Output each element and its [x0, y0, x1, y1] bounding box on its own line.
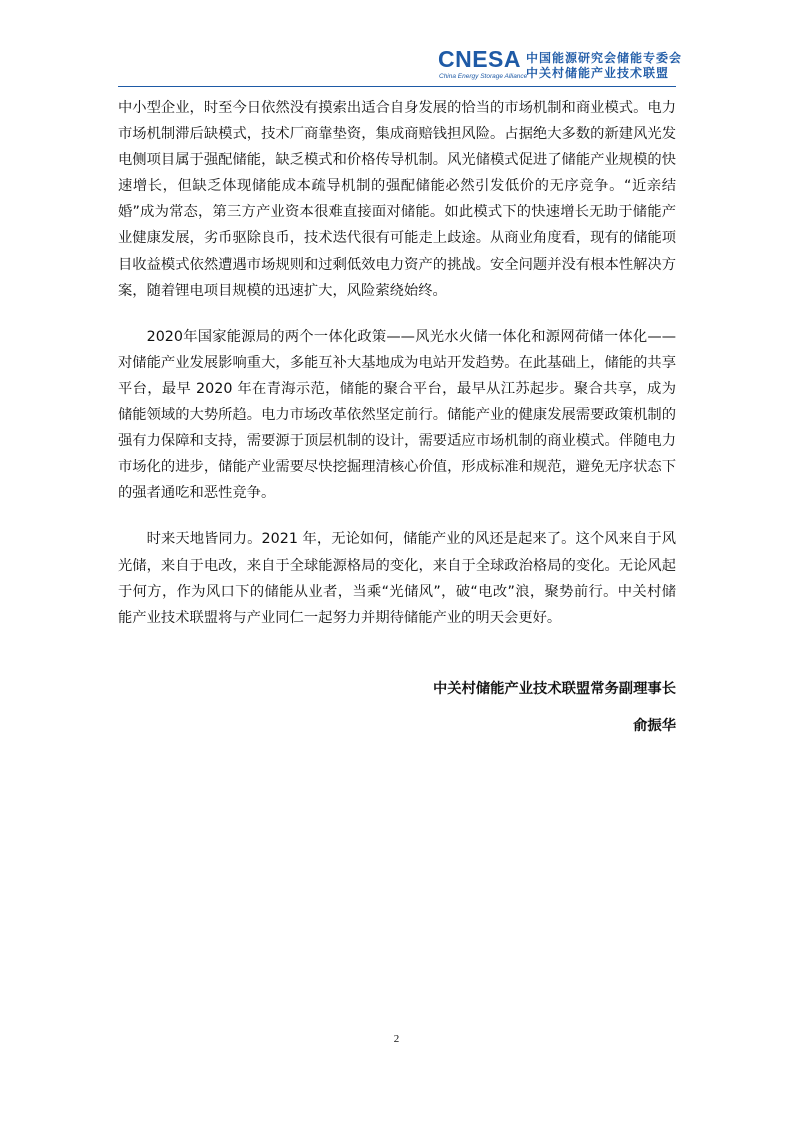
logo-org-name-2: 中关村储能产业技术联盟: [526, 66, 670, 80]
paragraph-3: 时来天地皆同力。2021 年，无论如何，储能产业的风还是起来了。这个风来自于风光储，来自于电改，来自于全球能源格局的变化，来自于全球政治格局的变化。无论风起于何方，作为风口下的储能从业者，当乘“光储风”，破“电改”浪，聚势前行。中关村储能产业技术联盟将与产业同仁一起努力并期待储能产业的明天会更好。: [118, 531, 676, 626]
logo-wordmark: [438, 48, 521, 71]
page-header: [0, 0, 793, 86]
page-number: 2: [393, 1033, 400, 1045]
logo-org-name-1: 中国能源研究会储能专委会: [526, 51, 683, 65]
paragraph-2: 2020年国家能源局的两个一体化政策——风光水火储一体化和源网荷储一体化——对储能产业发展影响重大，多能互补大基地成为电站开发趋势。在此基础上，储能的共享平台，最早 2020 年在青海示范，储能的聚合平台，最早从江苏起步。聚合共享，成为储能领域的大势所趋。电力市场改革依然坚定前行。储能产业的健康发展需要政策机制的强有力保障和支持，需要源于顶层机制的设计，需要适应市场机制的商业模式。伴随电力市场化的进步，储能产业需要尽快挖掘理清核心价值，形成标准和规范，避免无序状态下的强者通吃和恶性竞争。: [118, 328, 676, 502]
header-divider: [118, 86, 676, 87]
signature-title: 中关村储能产业技术联盟常务副理事长: [432, 681, 676, 697]
cnesa-logo: [438, 46, 683, 86]
body-text: [118, 95, 676, 651]
paragraph-1: 中小型企业，时至今日依然没有摸索出适合自身发展的恰当的市场机制和商业模式。电力市场机制滞后缺模式，技术厂商靠垫资，集成商赔钱担风险。占据绝大多数的新建风光发电侧项目属于强配储能，缺乏模式和价格传导机制。风光储模式促进了储能产业规模的快速增长，但缺乏体现储能成本疏导机制的强配储能必然引发低价的无序竞争。“近亲结婚”成为常态，第三方产业资本很难直接面对储能。如此模式下的快速增长无助于储能产业健康发展，劣币驱除良币，技术迭代很有可能走上歧途。从商业角度看，现有的储能项目收益模式依然遭遇市场规则和过剩低效电力资产的挑战。安全问题并没有根本性解决方案，随着锂电项目规模的迅速扩大，风险萦绕始终。: [118, 100, 676, 299]
signature-name: 俞振华: [633, 718, 676, 734]
logo-wordmark-text: CNESA: [438, 46, 522, 72]
logo-subtitle: China Energy Storage Alliance: [439, 73, 528, 80]
